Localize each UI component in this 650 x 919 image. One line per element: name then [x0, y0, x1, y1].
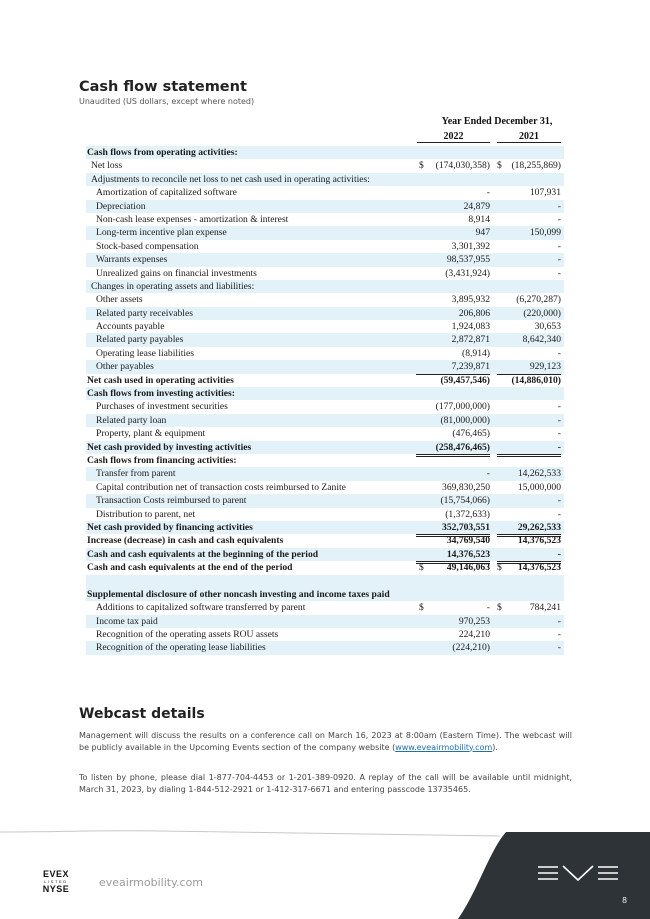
year-header: Year Ended December 31, — [441, 116, 553, 127]
row-label: Capital contribution net of transaction costs reimbursed to Zanite — [96, 481, 346, 493]
value-2022: (224,210) — [452, 642, 490, 654]
value-2022: (81,000,000) — [440, 414, 490, 426]
value-2021: - — [557, 401, 561, 413]
value-2021: - — [557, 642, 561, 654]
table-row — [86, 213, 564, 226]
currency-symbol-2022: $ — [419, 602, 424, 614]
value-2021: 929,123 — [497, 360, 561, 374]
page-title: Cash flow statement — [79, 79, 247, 95]
table-row — [86, 534, 564, 547]
value-2022: 369,830,250 — [442, 481, 490, 493]
webcast-paragraph — [79, 730, 572, 753]
value-2022: 3,301,392 — [451, 240, 490, 252]
value-2021: - — [557, 347, 561, 359]
table-row — [86, 467, 564, 480]
row-label: Related party receivables — [96, 307, 193, 319]
row-label: Distribution to parent, net — [96, 508, 196, 520]
table-row — [86, 561, 564, 574]
table-row — [86, 347, 564, 360]
value-2021: - — [497, 508, 561, 522]
webcast-text-end: ). — [492, 742, 498, 752]
table-row — [86, 588, 564, 601]
value-2022: (15,754,066) — [440, 495, 490, 507]
table-row — [86, 400, 564, 413]
value-2022: (177,000,000) — [435, 401, 490, 413]
value-2022: 7,239,871 — [416, 360, 490, 374]
row-label: Unrealized gains on financial investments — [96, 267, 257, 279]
table-row — [86, 548, 564, 561]
row-label: Cash flows from operating activities: — [87, 147, 238, 158]
value-2021: - — [557, 240, 561, 252]
logo-listed: LISTED — [44, 879, 68, 884]
currency-symbol-2022: $ — [419, 562, 424, 574]
value-2021: 29,262,533 — [497, 521, 561, 537]
value-2022: 947 — [475, 227, 490, 239]
value-2022: - — [486, 468, 490, 480]
table-row — [86, 494, 564, 507]
value-2022: 206,806 — [458, 307, 490, 319]
table-row — [86, 307, 564, 320]
row-label: Recognition of the operating assets ROU assets — [96, 629, 279, 641]
table-row — [86, 320, 564, 333]
row-label: Net cash provided by financing activities — [87, 521, 253, 533]
table-row — [86, 387, 564, 400]
row-label: Changes in operating assets and liabilities: — [91, 280, 255, 292]
table-row — [86, 427, 564, 440]
table-row — [86, 333, 564, 346]
table-row — [86, 441, 564, 454]
table-row — [86, 641, 564, 654]
currency-symbol-2022: $ — [419, 160, 424, 172]
value-2021: - — [557, 200, 561, 212]
row-label: Warrants expenses — [96, 254, 168, 266]
table-row — [86, 414, 564, 427]
row-label: Non-cash lease expenses - amortization & interest — [96, 213, 289, 225]
page-number: 8 — [622, 896, 628, 905]
value-2021: - — [497, 548, 561, 564]
row-label: Income tax paid — [96, 615, 158, 627]
value-2021: 150,099 — [529, 227, 561, 239]
value-2021: 784,241 — [529, 602, 561, 614]
column-header-2022: 2022 — [417, 131, 490, 143]
row-label: Net cash used in operating activities — [87, 374, 234, 386]
value-2022: 49,146,063 — [416, 561, 490, 577]
row-label: Net loss — [91, 160, 123, 172]
value-2022: (174,030,358) — [435, 160, 490, 172]
column-header-2021: 2021 — [497, 131, 561, 143]
value-2021: (6,270,287) — [516, 294, 561, 306]
currency-symbol-2021: $ — [497, 160, 502, 172]
value-2021: 14,376,523 — [497, 561, 561, 577]
row-label: Cash and cash equivalents at the end of the period — [87, 562, 293, 574]
row-label: Amortization of capitalized software — [96, 187, 237, 199]
value-2021: - — [557, 213, 561, 225]
row-label: Related party payables — [96, 334, 184, 346]
table-row — [86, 173, 564, 186]
table-row — [86, 253, 564, 266]
row-label: Property, plant & equipment — [96, 428, 206, 440]
table-row — [86, 615, 564, 628]
row-label: Recognition of the operating lease liabilities — [96, 642, 266, 654]
value-2021: 14,376,523 — [497, 534, 561, 548]
value-2022: 8,914 — [468, 213, 490, 225]
row-label: Related party loan — [96, 414, 167, 426]
table-row — [86, 186, 564, 199]
value-2022: 98,537,955 — [446, 254, 490, 266]
value-2021: 8,642,340 — [522, 334, 561, 346]
table-row — [86, 226, 564, 239]
row-label: Cash flows from investing activities: — [87, 388, 235, 400]
table-row — [86, 508, 564, 521]
table-row — [86, 240, 564, 253]
cash-flow-table — [86, 146, 564, 655]
value-2021: 15,000,000 — [517, 481, 561, 493]
value-2021: (14,886,010) — [497, 374, 561, 390]
value-2021: (18,255,869) — [511, 160, 561, 172]
row-label: Stock-based compensation — [96, 240, 199, 252]
table-row — [86, 280, 564, 293]
row-label: Purchases of investment securities — [96, 401, 228, 413]
table-row — [86, 146, 564, 159]
value-2022: 352,703,551 — [416, 521, 490, 537]
webcast-title: Webcast details — [79, 706, 205, 722]
value-2021: - — [557, 495, 561, 507]
value-2021: 107,931 — [529, 187, 561, 199]
table-row — [86, 628, 564, 641]
value-2022: (1,372,633) — [416, 508, 490, 522]
currency-symbol-2021: $ — [497, 602, 502, 614]
table-row — [86, 293, 564, 306]
value-2022: - — [486, 187, 490, 199]
value-2021: - — [557, 254, 561, 266]
row-label: Other assets — [96, 294, 143, 306]
value-2022: 2,872,871 — [451, 334, 490, 346]
table-row — [86, 159, 564, 172]
row-label: Depreciation — [96, 200, 146, 212]
row-label: Other payables — [96, 361, 154, 373]
value-2022: (476,465) — [416, 427, 490, 441]
webcast-text: Management will discuss the results on a conference call on March 16, 2023 at 8:00am (Eastern Time). The webcast will be publicly available in the Upcoming Events section of the company website ( — [79, 731, 572, 752]
row-label: Cash and cash equivalents at the beginning of the period — [87, 548, 319, 560]
table-row — [86, 454, 564, 467]
value-2022: 24,879 — [463, 200, 490, 212]
row-label: Operating lease liabilities — [96, 347, 195, 359]
eve-logo-icon — [536, 864, 620, 882]
currency-symbol-2021: $ — [497, 562, 502, 574]
phone-paragraph: To listen by phone, please dial 1-877-704-4453 or 1-201-389-0920. A replay of the call will be available until midnight, March 31, 2023, by dialing 1-844-512-2921 or 1-412-317-6671 and entering passcode 13735465. — [79, 773, 572, 794]
table-row — [86, 575, 564, 588]
row-label: Transfer from parent — [96, 468, 176, 480]
value-2022: - — [486, 602, 490, 614]
row-label: Supplemental disclosure of other noncash investing and income taxes paid — [87, 588, 390, 600]
value-2021: 30,653 — [534, 321, 561, 333]
row-label: Additions to capitalized software transferred by parent — [96, 602, 306, 614]
table-row — [86, 521, 564, 534]
value-2021: - — [557, 629, 561, 641]
table-row — [86, 601, 564, 614]
value-2021: (220,000) — [523, 307, 561, 319]
value-2021: - — [497, 441, 561, 457]
row-label: Net cash provided by investing activities — [87, 441, 252, 453]
table-row — [86, 267, 564, 280]
row-label: Long-term incentive plan expense — [96, 227, 227, 239]
value-2022: 224,210 — [458, 629, 490, 641]
value-2022: 970,253 — [458, 615, 490, 627]
value-2022: 1,924,083 — [451, 321, 490, 333]
table-row — [86, 481, 564, 494]
company-website-link[interactable]: www.eveairmobility.com — [395, 742, 493, 752]
row-label: Increase (decrease) in cash and cash equivalents — [87, 535, 284, 547]
value-2022: (258,476,465) — [416, 441, 490, 457]
table-row — [86, 200, 564, 213]
value-2022: 14,376,523 — [416, 548, 490, 564]
row-label: Accounts payable — [96, 321, 165, 333]
value-2021: - — [557, 267, 561, 279]
value-2021: - — [557, 615, 561, 627]
value-2022: (59,457,546) — [416, 374, 490, 390]
row-label: Transaction Costs reimbursed to parent — [96, 495, 247, 507]
page-subtitle: Unaudited (US dollars, except where noted) — [79, 97, 255, 106]
logo-ticker: EVEX — [42, 869, 69, 879]
value-2022: 3,895,932 — [451, 294, 490, 306]
evex-nyse-logo — [42, 870, 70, 894]
row-label: Adjustments to reconcile net loss to net cash used in operating activities: — [91, 173, 370, 185]
value-2021: - — [497, 427, 561, 441]
footer-url: eveairmobility.com — [99, 876, 204, 889]
table-row — [86, 374, 564, 387]
table-row — [86, 360, 564, 373]
logo-exchange: NYSE — [42, 884, 70, 894]
value-2022: (3,431,924) — [445, 267, 490, 279]
value-2021: 14,262,533 — [517, 468, 561, 480]
value-2022: (8,914) — [462, 347, 490, 359]
value-2021: - — [557, 414, 561, 426]
row-label: Cash flows from financing activities: — [87, 454, 237, 466]
value-2022: 34,769,540 — [416, 534, 490, 548]
